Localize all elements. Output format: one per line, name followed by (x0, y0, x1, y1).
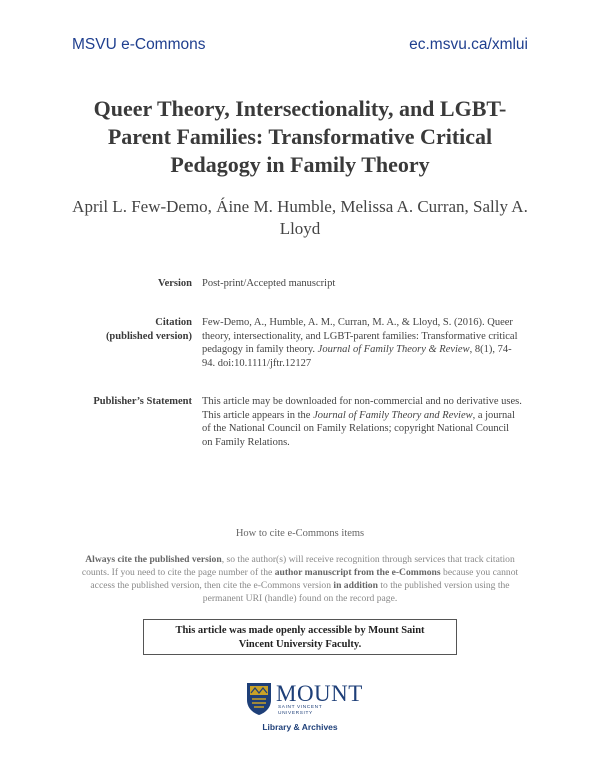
publisher-text: This article may be downloaded for non-commercial and no derivative uses. This article appears in the (202, 396, 522, 421)
guidance-bold: Always cite the published version (85, 554, 222, 565)
author-line: Lloyd (279, 219, 321, 238)
title-line: Queer Theory, Intersectionality, and LGBT- (93, 96, 507, 121)
shield-icon (246, 682, 272, 716)
logo-subtitle-line: UNIVERSITY (278, 710, 313, 716)
site-url-link[interactable]: ec.msvu.ca/xmlui (409, 36, 528, 53)
publisher-journal: Journal of Family Theory and Review (313, 409, 473, 421)
citation-text: , 8(1), 74-94. doi:10.1111/jftr.12127 (202, 344, 512, 369)
citation-journal: Journal of Family Theory & Review (317, 344, 470, 355)
author-line: April L. Few-Demo, Áine M. Humble, Melissa A. Curran, Sally A. (72, 197, 528, 216)
library-archives-label: Library & Archives (262, 722, 338, 732)
notice-line: Vincent University Faculty. (238, 638, 362, 650)
paper-title (60, 95, 540, 179)
publisher-value (202, 395, 522, 449)
site-name-link[interactable]: MSVU e-Commons (72, 36, 206, 53)
citation-text: Few-Demo, A., Humble, A. M., Curran, M. A., & Lloyd, S. (2016). Queer theory, intersectionality, and LGBT-parent families: Transformative critical pedagogy in family theory. (202, 317, 518, 355)
citation-label (60, 316, 192, 343)
version-label: Version (157, 278, 192, 289)
logo-wordmark: MOUNT (276, 681, 363, 706)
guidance-bold: in addition (333, 580, 378, 591)
how-to-cite-heading: How to cite e-Commons items (235, 528, 365, 539)
guidance-bold: author manuscript from the e-Commons (274, 567, 441, 578)
notice-line: This article was made openly accessible by Mount Saint (175, 625, 425, 636)
guidance-text: because you cannot access the published version, then cite the e-Commons version (90, 567, 519, 591)
title-line: Pedagogy in Family Theory (170, 152, 430, 177)
logo-subtitle (278, 705, 354, 716)
citation-value (202, 316, 522, 370)
citation-guidance (78, 553, 522, 605)
publisher-text: , a journal of the National Council on Family Relations; copyright National Council on Family Relations. (202, 409, 515, 448)
open-access-notice (143, 619, 457, 655)
citation-label-line: (published version) (105, 330, 192, 342)
author-list (60, 196, 540, 240)
citation-label-line: Citation (155, 317, 192, 328)
guidance-text: , so the author(s) will receive recognition through services that track citation counts. If you need to cite the page number of the (81, 554, 515, 578)
version-value: Post-print/Accepted manuscript (202, 278, 336, 289)
guidance-text: to the published version using the permanent URI (handle) found on the record page. (202, 580, 510, 604)
publisher-label: Publisher’s Statement (93, 396, 192, 407)
msvu-logo (246, 681, 363, 720)
logo-subtitle-line: SAINT VINCENT (278, 705, 323, 710)
title-line: Parent Families: Transformative Critical (107, 124, 493, 149)
